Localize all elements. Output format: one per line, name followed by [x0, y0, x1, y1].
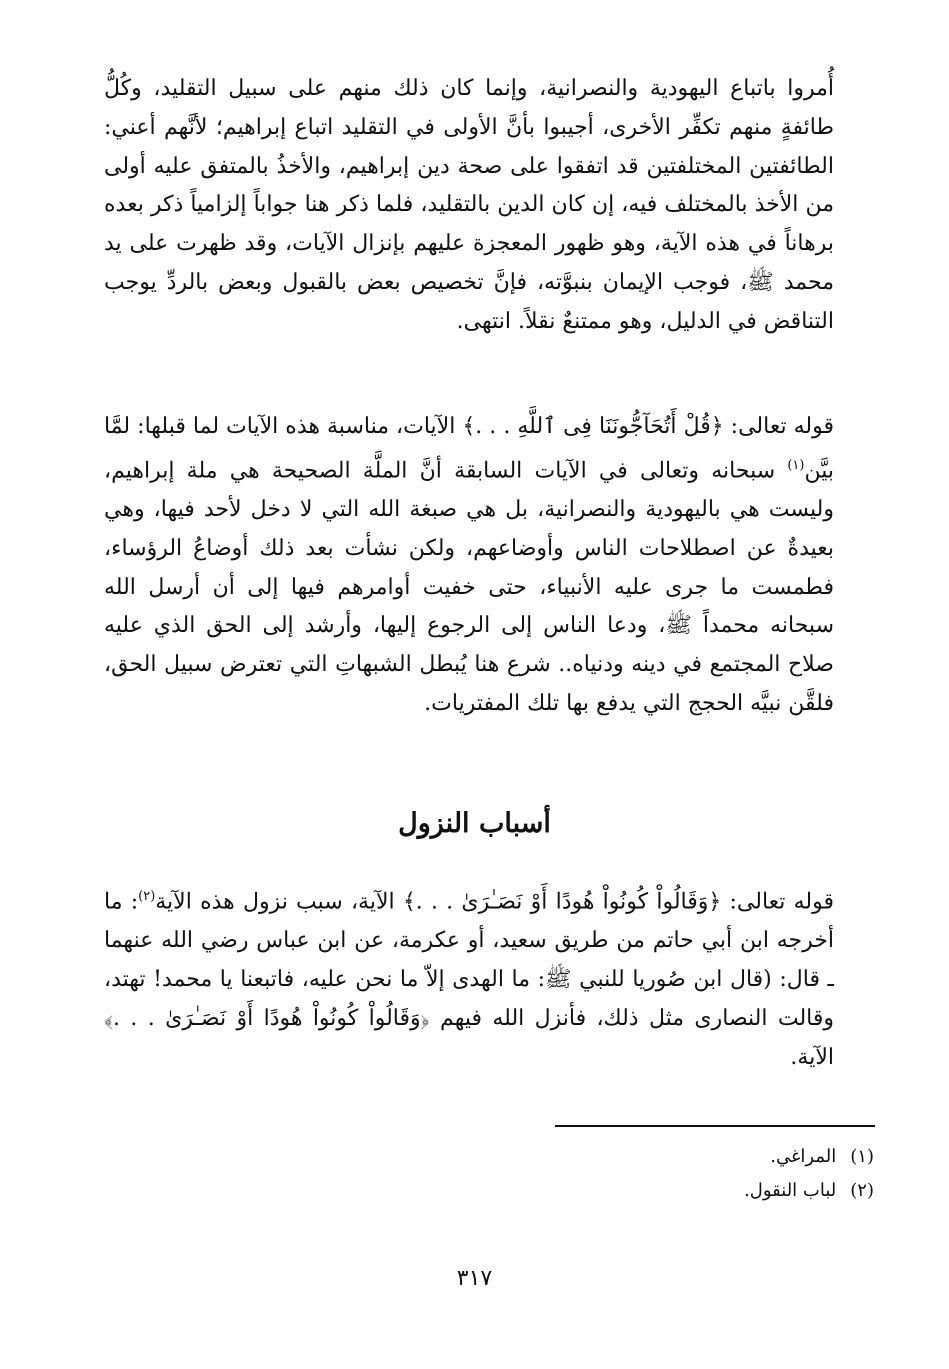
page-number: ٣١٧: [456, 1266, 493, 1291]
footnote-2-text: لباب النقول.: [744, 1180, 837, 1201]
footnote-ref-1[interactable]: (١): [787, 457, 805, 473]
footnote-1: [374, 1140, 874, 1174]
paragraph-2-text-b: سبحانه وتعالى في الآيات السابقة أنَّ الملَّة الصحيحة هي ملة إبراهيم، وليست هي باليهودية والنصرانية، بل هي صبغة الله التي لا دخل لأحد فيها، وهي بعيدةٌ عن اصطلاحات الناس وأوضاعهم، ولكن نشأت بعد ذلك أوضاعُ الرؤساء، فطمست ما جرى عليه الأنبياء، حتى خفيت أوامرهم فيها إلى أن أرسل الله سبحانه محمداً ﷺ، ودعا الناس إلى الرجوع إليها، وأرشد إلى الحق الذي عليه صلاح المجتمع في دينه ودنياه.. شرع هنا يُبطل الشبهاتِ التي تعترض سبيل الحق، فلقَّن نبيَّه الحجج التي يدفع بها تلك المفتريات.: [104, 458, 834, 716]
footnote-ref-2[interactable]: (٢): [138, 889, 156, 904]
paragraph-3: [104, 878, 834, 1077]
footnotes: [374, 1140, 874, 1208]
paragraph-1: [104, 70, 834, 342]
section-heading: أسباب النزول: [398, 808, 551, 839]
paragraph-2: [104, 408, 834, 724]
paragraph-1-text: أُمروا باتباع اليهودية والنصرانية، وإنما كان ذلك منهم على سبيل التقليد، وكُلُّ طائفةٍ منهم تكفِّر الأخرى، أجيبوا بأنَّ الأولى في التقليد اتباع إبراهيم؛ لأنَّهم أعني: الطائفتين المختلفتين قد اتفقوا على صحة دين إبراهيم، والأخذُ بالمتفق عليه أولى من الأخذ بالمختلف فيه، إن كان الدين بالتقليد، فلما ذكر هنا جواباً إلزامياً ذكر بعده برهاناً في هذه الآية، وهو ظهور المعجزة عليهم بإنزال الآيات، وقد ظهرت على يد محمد ﷺ، فوجب الإيمان بنبوَّته، فإنَّ تخصيص بعض بالقبول وبعض بالردِّ يوجب التناقض في الدليل، وهو ممتنعٌ نقلاً. انتهى.: [104, 76, 834, 334]
footnote-1-text: المراغي.: [770, 1146, 837, 1167]
paragraph-3-text-b: : ما أخرجه ابن أبي حاتم من طريق سعيد، أو عكرمة، عن ابن عباس رضي الله عنهما ـ قال: (قال ابن صُوريا للنبي ﷺ: ما الهدى إلاّ ما نحن عليه، فاتبعنا يا محمد! تهتد، وقالت النصارى مثل ذلك، فأنزل الله فيهم ﴿وَقَالُواْ كُونُواْ هُودًا أَوْ نَصَـٰرَىٰ . . .﴾ الآية.: [104, 889, 834, 1070]
paragraph-3-text-a: قوله تعالى: ﴿وَقَالُواْ كُونُواْ هُودًا أَوْ نَصَـٰرَىٰ . . .﴾ الآية، سبب نزول هذه الآية: [155, 889, 834, 915]
footnote-2-mark: (٢): [850, 1180, 874, 1201]
footnote-1-mark: (١): [850, 1146, 874, 1167]
footnote-divider: [555, 1125, 875, 1127]
paragraph-2-text-a: قوله تعالى: ﴿قُلْ أَتُحَآجُّونَنَا فِى ٱللَّهِ . . .﴾ الآيات، مناسبة هذه الآيات لما قبلها: لمَّا بيَّن: [104, 414, 834, 484]
footnote-2: [374, 1174, 874, 1208]
